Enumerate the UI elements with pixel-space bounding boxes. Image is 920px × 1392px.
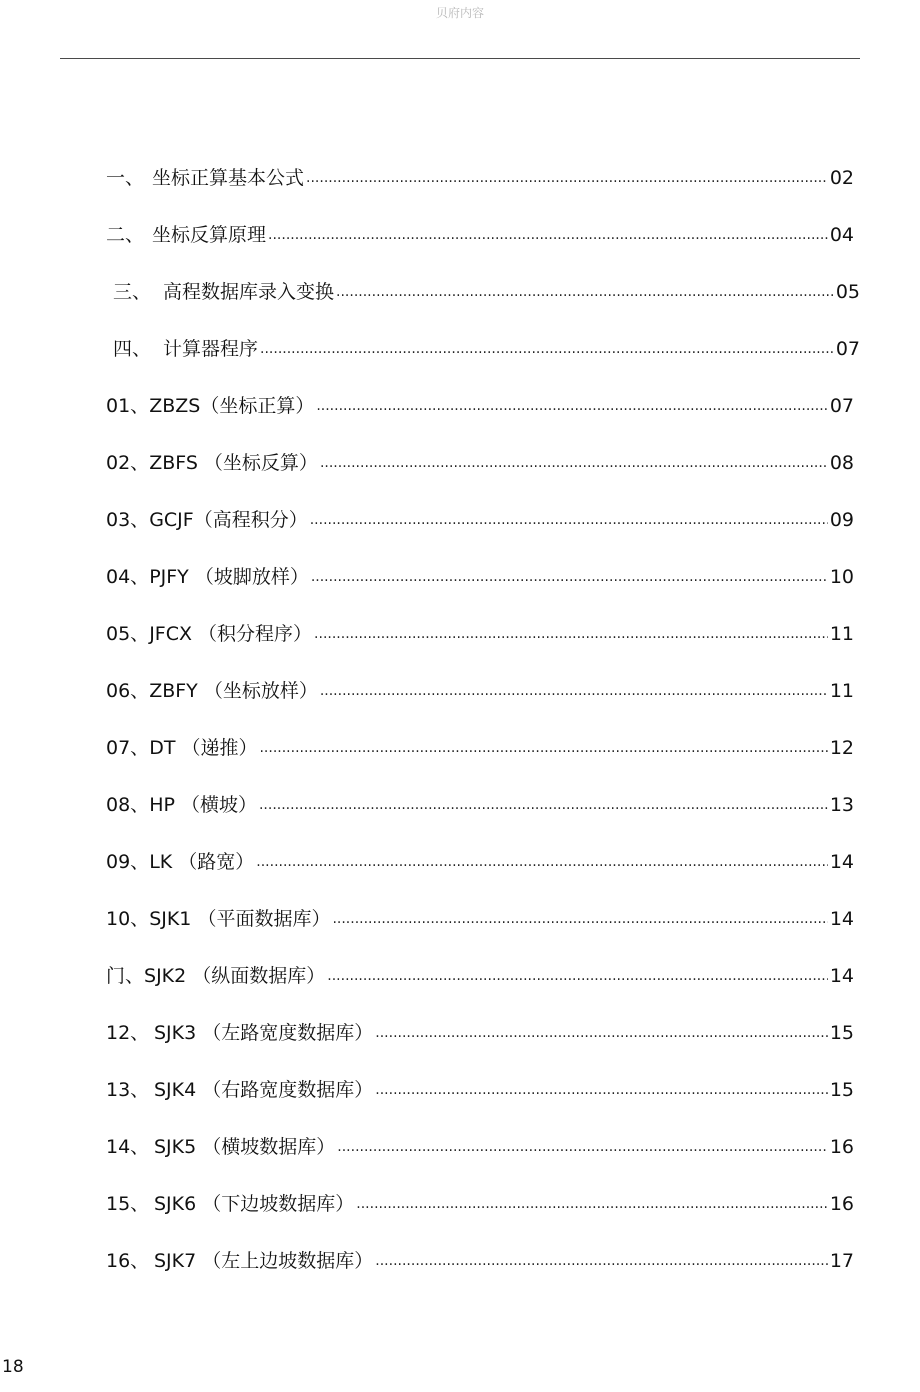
toc-entry-page: 16 <box>829 1135 854 1158</box>
toc-entry-page: 14 <box>829 850 854 873</box>
toc-entry-page: 07 <box>829 394 854 417</box>
toc-entry[interactable] <box>106 891 854 947</box>
toc-entry[interactable] <box>106 948 854 1004</box>
toc-entry-title: SJK5 （横坡数据库） <box>154 1135 336 1158</box>
toc-entry-number: 01、 <box>106 394 150 417</box>
toc-entry-number: 03、 <box>106 508 150 531</box>
toc-dot-leader <box>316 397 827 416</box>
toc-entry-page: 11 <box>829 679 854 702</box>
toc-entry-page: 13 <box>829 793 854 816</box>
toc-entry-number: 13、 <box>106 1078 150 1101</box>
toc-entry-number: 二、 <box>106 223 145 246</box>
toc-dot-leader <box>375 1024 828 1043</box>
toc-entry[interactable] <box>106 1119 854 1175</box>
toc-dot-leader <box>259 796 828 815</box>
toc-entry[interactable] <box>106 606 854 662</box>
toc-entry-page: 04 <box>829 223 854 246</box>
toc-entry-title: SJK4 （右路宽度数据库） <box>154 1078 374 1101</box>
toc-entry-title: 坐标正算基本公式 <box>152 166 305 189</box>
toc-dot-leader <box>320 682 828 701</box>
toc-entry[interactable] <box>106 378 854 434</box>
toc-entry-page: 16 <box>829 1192 854 1215</box>
toc-dot-leader <box>259 739 827 758</box>
toc-entry[interactable] <box>106 1062 854 1118</box>
toc-entry[interactable] <box>106 435 854 491</box>
toc-entry-title: ZBFY （坐标放样） <box>149 679 318 702</box>
header-rule <box>60 58 860 59</box>
toc-entry-title: GCJF（高程积分） <box>149 508 308 531</box>
toc-dot-leader <box>268 226 828 245</box>
toc-entry[interactable] <box>106 720 854 776</box>
page-header-text: 贝府内容 <box>435 6 484 20</box>
toc-entry-title: HP （横坡） <box>149 793 257 816</box>
toc-entry-title: DT （递推） <box>149 736 258 759</box>
toc-dot-leader <box>375 1081 828 1100</box>
toc-entry[interactable] <box>113 264 860 320</box>
toc-entry-number: 07、 <box>106 736 150 759</box>
toc-entry-title: ZBZS（坐标正算） <box>149 394 315 417</box>
toc-entry-number: 15、 <box>106 1192 150 1215</box>
toc-entry-page: 15 <box>829 1021 854 1044</box>
toc-entry-page: 14 <box>829 964 854 987</box>
toc-dot-leader <box>320 454 828 473</box>
toc-dot-leader <box>375 1252 828 1271</box>
toc-entry[interactable] <box>106 150 854 206</box>
toc-entry-page: 02 <box>829 166 854 189</box>
toc-entry[interactable] <box>106 492 854 548</box>
toc-entry-page: 09 <box>829 508 854 531</box>
toc-entry-title: JFCX （积分程序） <box>149 622 313 645</box>
toc-entry-number: 四、 <box>113 337 152 360</box>
toc-entry[interactable] <box>106 549 854 605</box>
toc-entry[interactable] <box>113 321 860 377</box>
toc-entry[interactable] <box>106 777 854 833</box>
toc-entry-title: PJFY （坡脚放样） <box>149 565 309 588</box>
toc-entry-title: LK （路宽） <box>149 850 255 873</box>
toc-entry-title: SJK2 （纵面数据库） <box>144 964 326 987</box>
toc-entry-number: 12、 <box>106 1021 150 1044</box>
toc-entry-page: 05 <box>835 280 860 303</box>
toc-dot-leader <box>356 1195 828 1214</box>
toc-dot-leader <box>332 910 827 929</box>
toc-dot-leader <box>337 1138 828 1157</box>
toc-dot-leader <box>306 169 828 188</box>
toc-entry[interactable] <box>106 1233 854 1289</box>
toc-dot-leader <box>314 625 828 644</box>
toc-entry-page: 15 <box>829 1078 854 1101</box>
toc-dot-leader <box>336 283 834 302</box>
toc-entry-number: 04、 <box>106 565 150 588</box>
toc-entry-number: 16、 <box>106 1249 150 1272</box>
toc-entry-page: 10 <box>829 565 854 588</box>
toc-entry-page: 11 <box>829 622 854 645</box>
toc-entry-page: 12 <box>829 736 854 759</box>
toc-entry-page: 07 <box>835 337 860 360</box>
toc-entry-title: SJK6 （下边坡数据库） <box>154 1192 355 1215</box>
toc-entry[interactable] <box>106 207 854 263</box>
toc-entry-number: 门、 <box>106 964 145 987</box>
toc-entry-title: SJK1 （平面数据库） <box>149 907 331 930</box>
page-number: 18 <box>2 1357 24 1377</box>
toc-entry[interactable] <box>106 663 854 719</box>
toc-entry[interactable] <box>106 1005 854 1061</box>
toc-dot-leader <box>256 853 828 872</box>
toc-entry-title: 坐标反算原理 <box>152 223 267 246</box>
toc-dot-leader <box>310 511 828 530</box>
toc-entry[interactable] <box>106 1176 854 1232</box>
toc-entry-title: 高程数据库录入变换 <box>163 280 335 303</box>
toc-dot-leader <box>260 340 834 359</box>
toc-entry-number: 08、 <box>106 793 150 816</box>
toc-entry-page: 08 <box>829 451 854 474</box>
toc-entry-title: SJK3 （左路宽度数据库） <box>154 1021 374 1044</box>
toc-entry-number: 05、 <box>106 622 150 645</box>
toc-entry-number: 14、 <box>106 1135 150 1158</box>
toc-entry-number: 02、 <box>106 451 150 474</box>
toc-entry-number: 一、 <box>106 166 145 189</box>
toc-entry-title: ZBFS （坐标反算） <box>149 451 318 474</box>
toc-entry-number: 09、 <box>106 850 150 873</box>
toc-entry-number: 三、 <box>113 280 152 303</box>
toc-dot-leader <box>327 967 828 986</box>
toc-entry-title: 计算器程序 <box>163 337 259 360</box>
toc-entry-number: 06、 <box>106 679 150 702</box>
toc-entry-page: 14 <box>829 907 854 930</box>
toc-entry-page: 17 <box>829 1249 854 1272</box>
toc-entry-number: 10、 <box>106 907 150 930</box>
toc-entry[interactable] <box>106 834 854 890</box>
toc-entry-title: SJK7 （左上边坡数据库） <box>154 1249 374 1272</box>
toc-dot-leader <box>311 568 828 587</box>
